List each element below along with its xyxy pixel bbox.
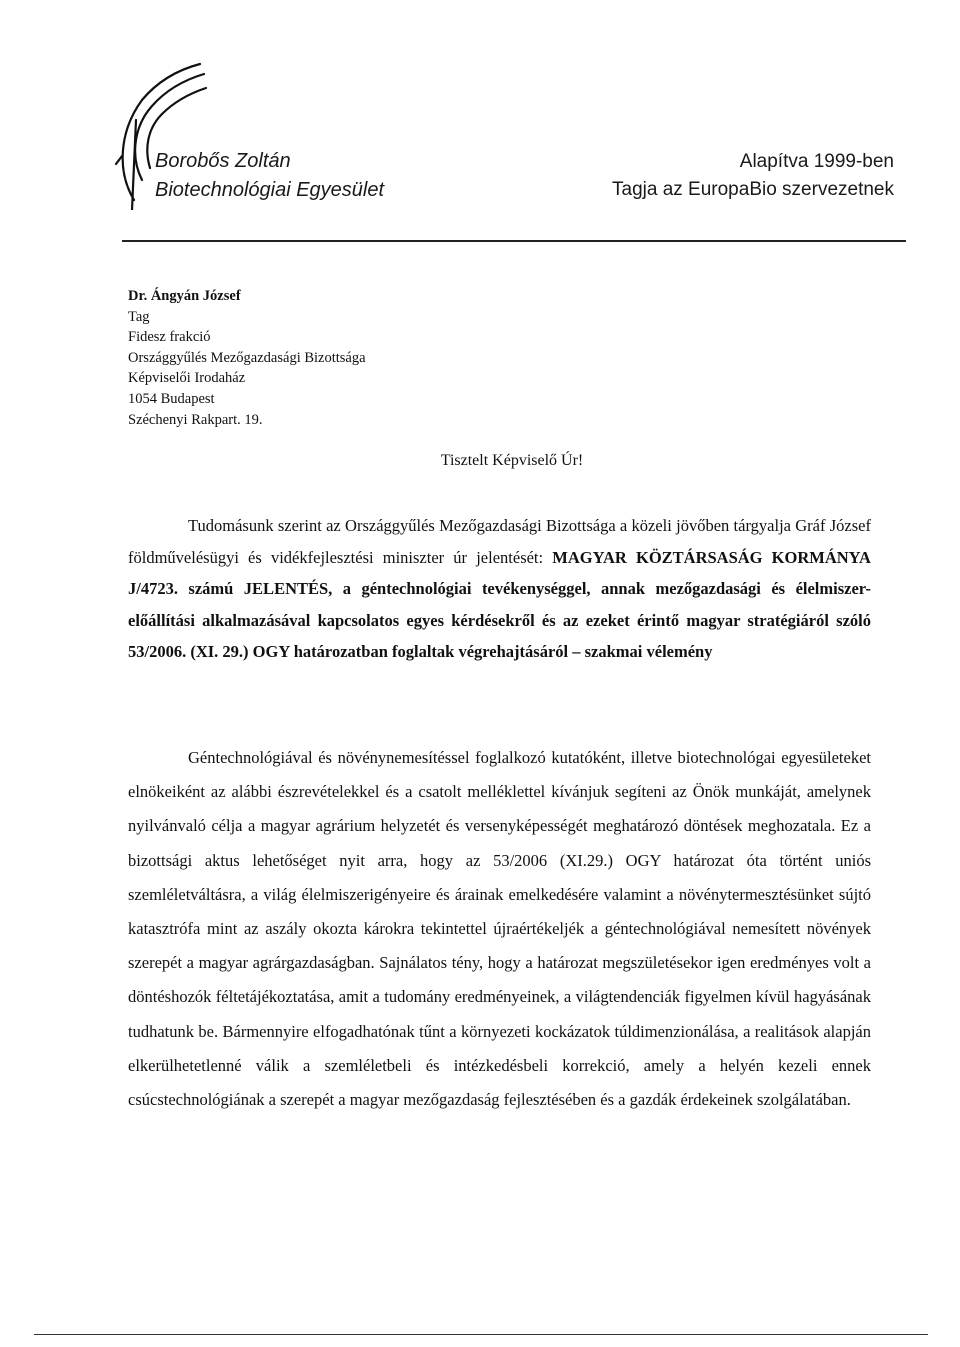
- addressee-building: Képviselői Irodaház: [128, 370, 246, 387]
- paragraph-body: Géntechnológiával és növénynemesítéssel foglalkozó kutatóként, illetve biotechnológai egyesületeket elnökeiként az alábbi észrevételekkel és a csatolt melléklettel kívánjuk segíteni az Önök munkáját, amelynek nyilvánvaló célja a magyar agrárium helyzetét és versenyképességét meghatározó döntések meghozatala. Ez a bizottsági aktus lehetőséget nyit arra, hogy az 53/2006 (XI.29.) OGY határozat óta történt uniós szemléletváltásra, a világ élelmiszerigényeire és árainak emelkedésére valamint a növénytermesztésünket sújtó katasztrófa mint az aszály okozta károkra tekintettel újraértékeljék a géntechnológiával nemesített növények szerepét a magyar agrárgazdaságban. Sajnálatos tény, hogy a határozat megszületésekor igen eredményes volt a döntéshozók féltetájékoztatása, amit a tudomány eredményeinek, a világtendenciák figyelmen kívül hagyásának tudhatunk be. Bármennyire elfogadhatónak tűnt a környezeti kockázatok túldimenzionálása, a realitások alapján elkerülhetetlenné válik a szemléletbeli és intézkedésbeli korrekció, amely a helyén kezeli ennek csúcstechnológiának a szerepét a magyar mezőgazdaság fejlesztésében és a gazdák érdekeinek szolgálatában.: [128, 748, 871, 1110]
- addressee-name: Dr. Ángyán József: [128, 288, 241, 304]
- membership-text: Tagja az EuropaBio szervezetnek: [612, 179, 894, 200]
- paragraph-intro: [128, 510, 871, 668]
- letterhead-tagline: [612, 148, 894, 204]
- addressee-role: Tag: [128, 308, 150, 325]
- addressee-committee: Országgyűlés Mezőgazdasági Bizottsága: [128, 349, 366, 366]
- addressee-block: [128, 286, 366, 430]
- founded-text: Alapítva 1999-ben: [739, 151, 894, 172]
- report-title: MAGYAR KÖZTÁRSASÁG KORMÁNYA J/4723. számú JELENTÉS, a géntechnológiai tevékenységgel, annak mezőgazdasági és élelmiszer-előállítási alkalmazásával kapcsolatos egyes kérdésekről és az ezeket érintő magyar stratégiáról szóló 53/2006. (XI. 29.) OGY határozatban foglaltak végrehajtásáról – szakmai vélemény: [128, 547, 871, 661]
- addressee-faction: Fidesz frakció: [128, 329, 211, 346]
- org-name-line1: Borobős Zoltán: [155, 150, 291, 172]
- header-divider: [122, 240, 906, 242]
- addressee-city: 1054 Budapest: [128, 390, 215, 407]
- footer-divider: [34, 1334, 928, 1335]
- addressee-street: Széchenyi Rakpart. 19.: [128, 411, 263, 428]
- org-name-line2: Biotechnológiai Egyesület: [155, 179, 385, 201]
- salutation: [0, 452, 960, 470]
- organization-name: [155, 147, 384, 205]
- paragraph-intro-text: Tudomásunk szerint az Országgyűlés Mezőgazdasági Bizottsága a közeli jövőben tárgyalja Gráf József földművelésügyi és vidékfejlesztési miniszter úr jelentését:: [128, 516, 871, 567]
- salutation-text: Tisztelt Képviselő Úr!: [440, 452, 584, 469]
